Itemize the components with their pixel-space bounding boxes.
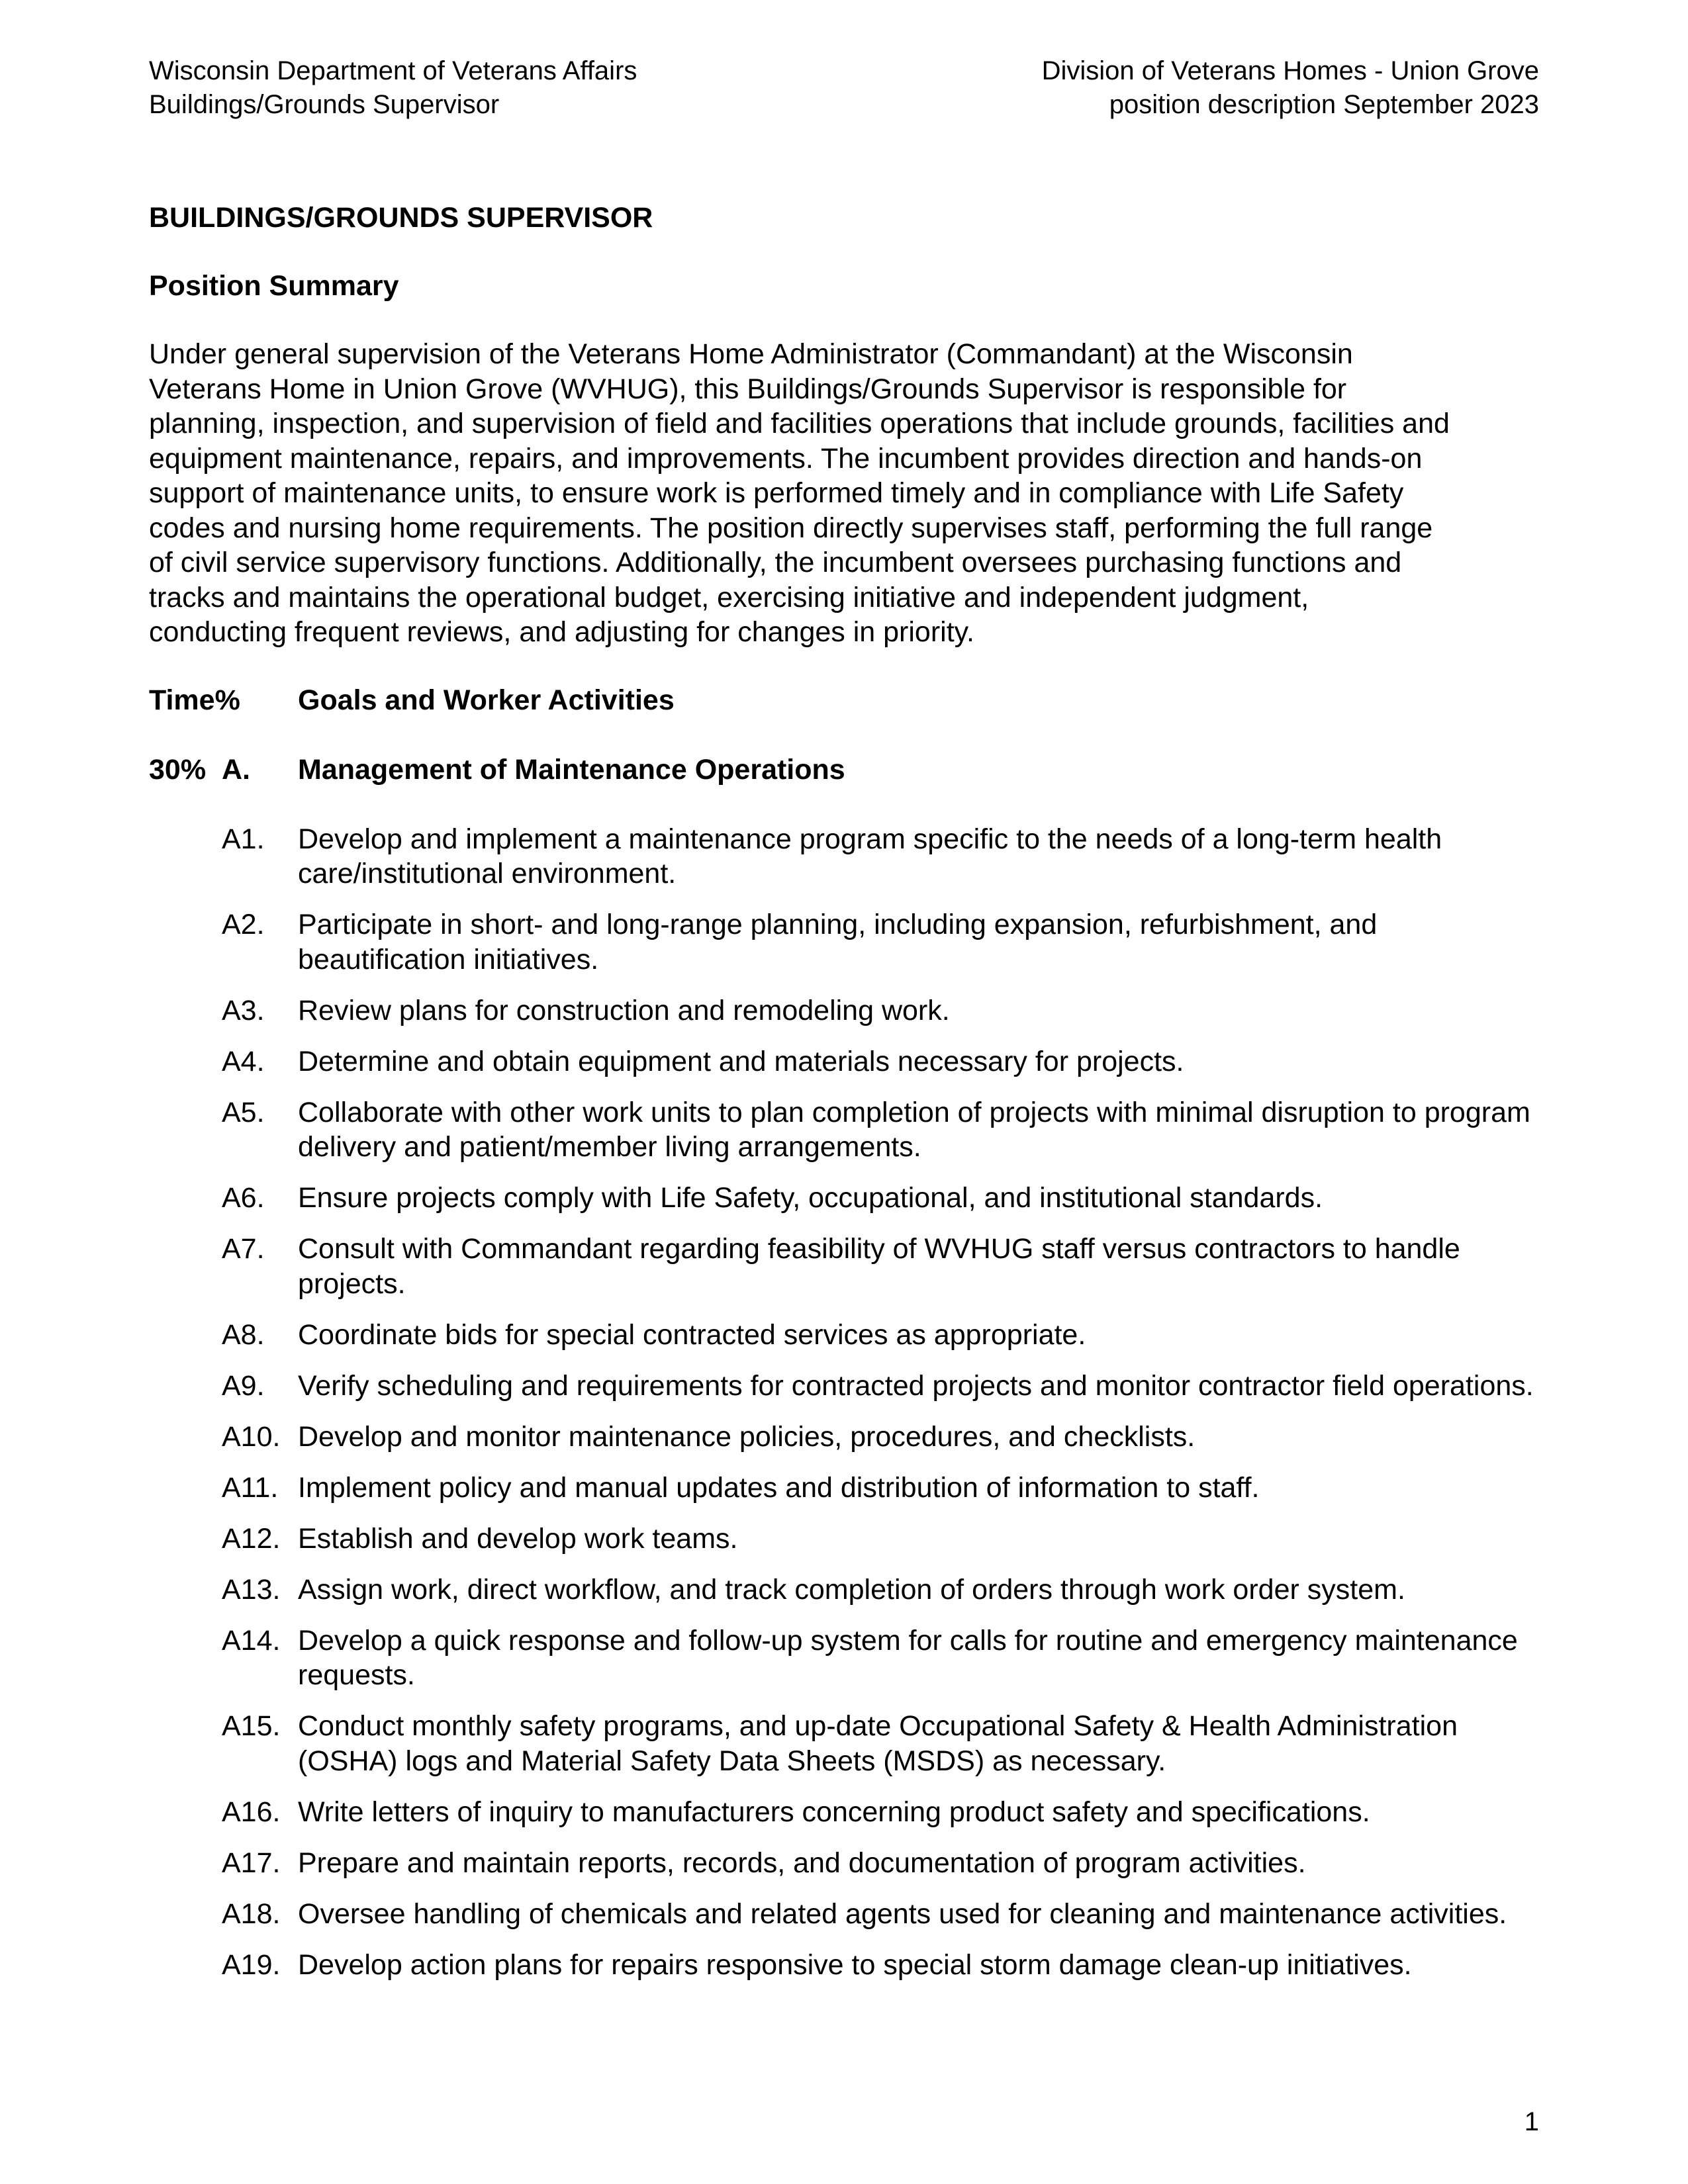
- activity-item: [149, 1572, 1539, 1608]
- activity-item: [149, 1369, 1539, 1404]
- header-right: [1042, 54, 1539, 122]
- activity-number: A9.: [222, 1369, 265, 1402]
- header-left: [149, 54, 637, 122]
- activity-number: A14.: [222, 1624, 281, 1657]
- activity-number: A10.: [222, 1420, 281, 1453]
- activity-number: A18.: [222, 1897, 281, 1930]
- goal-percent: 30%: [149, 753, 207, 786]
- activity-number: A3.: [222, 994, 265, 1026]
- activity-text: Develop and monitor maintenance policies, procedures, and checklists.: [298, 1420, 1196, 1453]
- activity-text: Prepare and maintain reports, records, and documentation of program activities.: [298, 1846, 1306, 1879]
- goals-column-header: Goals and Worker Activities: [298, 684, 675, 716]
- activity-item: [149, 1420, 1539, 1455]
- activity-number: A8.: [222, 1318, 265, 1351]
- activity-text: Determine and obtain equipment and materials necessary for projects.: [298, 1045, 1184, 1077]
- activity-number: A11.: [222, 1471, 279, 1504]
- activity-text: Ensure projects comply with Life Safety, occupational, and institutional standards.: [298, 1182, 1323, 1214]
- activity-number: A5.: [222, 1096, 265, 1128]
- activity-item: [149, 1795, 1539, 1830]
- activity-item: [149, 822, 1539, 891]
- header-position: Buildings/Grounds Supervisor: [149, 90, 500, 119]
- activity-number: A4.: [222, 1045, 265, 1077]
- activity-text: Assign work, direct workflow, and track completion of orders through work order system.: [298, 1573, 1405, 1606]
- activity-number: A2.: [222, 909, 265, 940]
- activity-item: [149, 1471, 1539, 1506]
- document-page: [149, 54, 1539, 2139]
- activity-text: Collaborate with other work units to plan completion of projects with minimal disruption to program delivery and patient/member living arrangements.: [298, 1096, 1530, 1163]
- position-summary-text: Under general supervision of the Veterans Home Administrator (Commandant) at the Wisconsin Veterans Home in Union Grove (WVHUG), this Buildings/Grounds Supervisor is responsible for planning, inspection, and supervision of field and facilities operations that include grounds, facilities and equipment maintenance, repairs, and improvements. The incumbent provides direction and hands-on support of maintenance units, to ensure work is performed timely and in compliance with Life Safety codes and nursing home requirements. The position directly supervises staff, performing the full range of civil service supervisory functions. Additionally, the incumbent oversees purchasing functions and tracks and maintains the operational budget, exercising initiative and independent judgment, conducting frequent reviews, and adjusting for changes in priority.: [149, 338, 1450, 648]
- header-agency: Wisconsin Department of Veterans Affairs: [149, 56, 637, 85]
- activity-text: Write letters of inquiry to manufacturers concerning product safety and specifications.: [298, 1796, 1370, 1828]
- activity-text: Review plans for construction and remodeling work.: [298, 994, 950, 1026]
- activity-item: [149, 1318, 1539, 1353]
- activity-list: [149, 822, 1539, 1983]
- activity-item: [149, 1948, 1539, 1983]
- activity-number: A6.: [222, 1182, 265, 1214]
- goal-letter: A.: [222, 753, 250, 786]
- activity-item: [149, 1709, 1539, 1778]
- activity-text: Coordinate bids for special contracted services as appropriate.: [298, 1318, 1086, 1351]
- page-number: 1: [1524, 2107, 1539, 2136]
- activity-item: [149, 1095, 1539, 1165]
- activity-item: [149, 1181, 1539, 1216]
- activity-text: Establish and develop work teams.: [298, 1522, 738, 1555]
- activity-item: [149, 1232, 1539, 1301]
- activity-number: A7.: [222, 1233, 265, 1265]
- activity-text: Conduct monthly safety programs, and up-date Occupational Safety & Health Administration (OSHA) logs and Material Safety Data Sheets (MSDS) as necessary.: [298, 1710, 1458, 1777]
- activity-item: [149, 907, 1539, 977]
- activity-text: Verify scheduling and requirements for contracted projects and monitor contractor field operations.: [298, 1369, 1534, 1402]
- activity-item: [149, 1846, 1539, 1881]
- activity-text: Implement policy and manual updates and distribution of information to staff.: [298, 1471, 1260, 1504]
- activity-text: Consult with Commandant regarding feasibility of WVHUG staff versus contractors to handle projects.: [298, 1233, 1460, 1300]
- activity-item: [149, 993, 1539, 1028]
- activity-number: A1.: [222, 823, 265, 855]
- page-header: [149, 54, 1539, 122]
- header-date: position description September 2023: [1109, 90, 1539, 119]
- activity-number: A12.: [222, 1522, 281, 1555]
- activity-item: [149, 1623, 1539, 1693]
- header-division: Division of Veterans Homes - Union Grove: [1041, 56, 1539, 85]
- activity-item: [149, 1897, 1539, 1932]
- activity-text: Develop a quick response and follow-up system for calls for routine and emergency maintenance requests.: [298, 1624, 1518, 1691]
- position-summary-heading: Position Summary: [149, 270, 399, 302]
- activity-number: A16.: [222, 1796, 281, 1828]
- activity-number: A19.: [222, 1948, 281, 1981]
- document-title: BUILDINGS/GROUNDS SUPERVISOR: [149, 202, 653, 234]
- goal-heading: [149, 752, 1539, 788]
- time-column-header: Time%: [149, 684, 240, 716]
- goal-title: Management of Maintenance Operations: [298, 753, 845, 786]
- activity-item: [149, 1044, 1539, 1079]
- activity-number: A17.: [222, 1846, 281, 1879]
- activity-text: Develop action plans for repairs responsive to special storm damage clean-up initiatives.: [298, 1948, 1412, 1981]
- activity-item: [149, 1522, 1539, 1557]
- activity-text: Oversee handling of chemicals and related agents used for cleaning and maintenance activities.: [298, 1897, 1507, 1930]
- activity-text: Develop and implement a maintenance program specific to the needs of a long-term health care/institutional environment.: [298, 823, 1442, 889]
- activity-text: Participate in short- and long-range planning, including expansion, refurbishment, and beautification initiatives.: [298, 909, 1378, 976]
- goals-table-header: [149, 682, 1539, 718]
- activity-number: A15.: [222, 1710, 281, 1742]
- activity-number: A13.: [222, 1573, 281, 1606]
